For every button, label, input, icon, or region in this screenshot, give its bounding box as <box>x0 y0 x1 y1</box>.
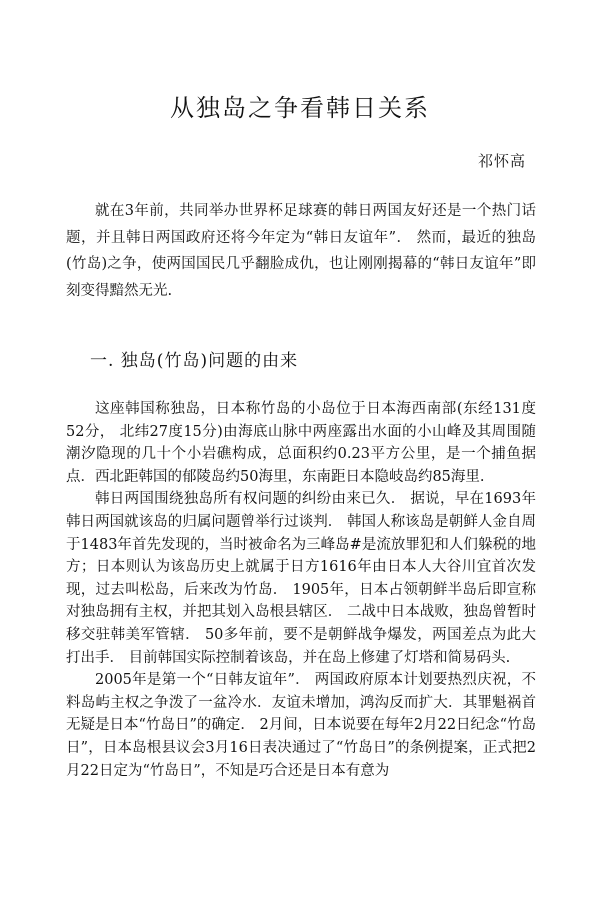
body-paragraph: 韩日两国围绕独岛所有权问题的纠纷由来已久． 据说，早在1693年韩日两国就该岛的归属问题曾举行过谈判． 韩国人称该岛是朝鲜人金自周于1483年首先发现的，当时被命名为三峰岛#是流放罪犯和人们躲税的地方；日本则认为该岛历史上就属于日方1616年由日本人大谷川宜首次发现，过去叫松岛，后来改为竹岛． 1905年，日本占领朝鲜半岛后即宣称对独岛拥有主权，并把其划入岛根县辖区． 二战中日本战败，独岛曾暂时移交驻韩美军管辖． 50多年前，要不是朝鲜战争爆发，两国差点为此大打出手． 目前韩国实际控制着该岛，并在岛上修建了灯塔和简易码头. <box>66 491 536 666</box>
body-paragraph: 这座韩国称独岛，日本称竹岛的小岛位于日本海西南部(东经131度52分， 北纬27度15分)由海底山脉中两座露出水面的小山峰及其周围随潮汐隐现的几十个小岩礁构成，总面积约0.23平方公里，是一个捕鱼据点．西北距韩国的郁陵岛约50海里，东南距日本隐岐岛约85海里. <box>66 401 536 485</box>
body-paragraph: 2005年是第一个“日韩友谊年”． 两国政府原本计划要热烈庆祝，不料岛屿主权之争泼了一盆冷水．友谊未增加，鸿沟反而扩大．其罪魁祸首无疑是日本“竹岛日”的确定． 2月间，日本说要在每年2月22日纪念“竹岛日”，日本岛根县议会3月16日表决通过了“竹岛日”的条例提案，正式把2月22日定为“竹岛日”，不知是巧合还是日本有意为 <box>66 672 536 779</box>
intro-section <box>66 198 536 304</box>
intro-paragraph: 就在3年前，共同举办世界杯足球赛的韩日两国友好还是一个热门话题，并且韩日两国政府还将今年定为“韩日友谊年”． 然而，最近的独岛(竹岛)之争，使两国国民几乎翻脸成仇，也让刚刚揭幕的“韩日友谊年”即刻变得黯然无光. <box>66 203 536 299</box>
author-name: 祁怀高 <box>477 152 526 170</box>
section-body <box>66 398 536 782</box>
section-heading: 一. 独岛(竹岛)问题的由来 <box>90 351 299 371</box>
document-title: 从独岛之争看韩日关系 <box>170 94 430 122</box>
